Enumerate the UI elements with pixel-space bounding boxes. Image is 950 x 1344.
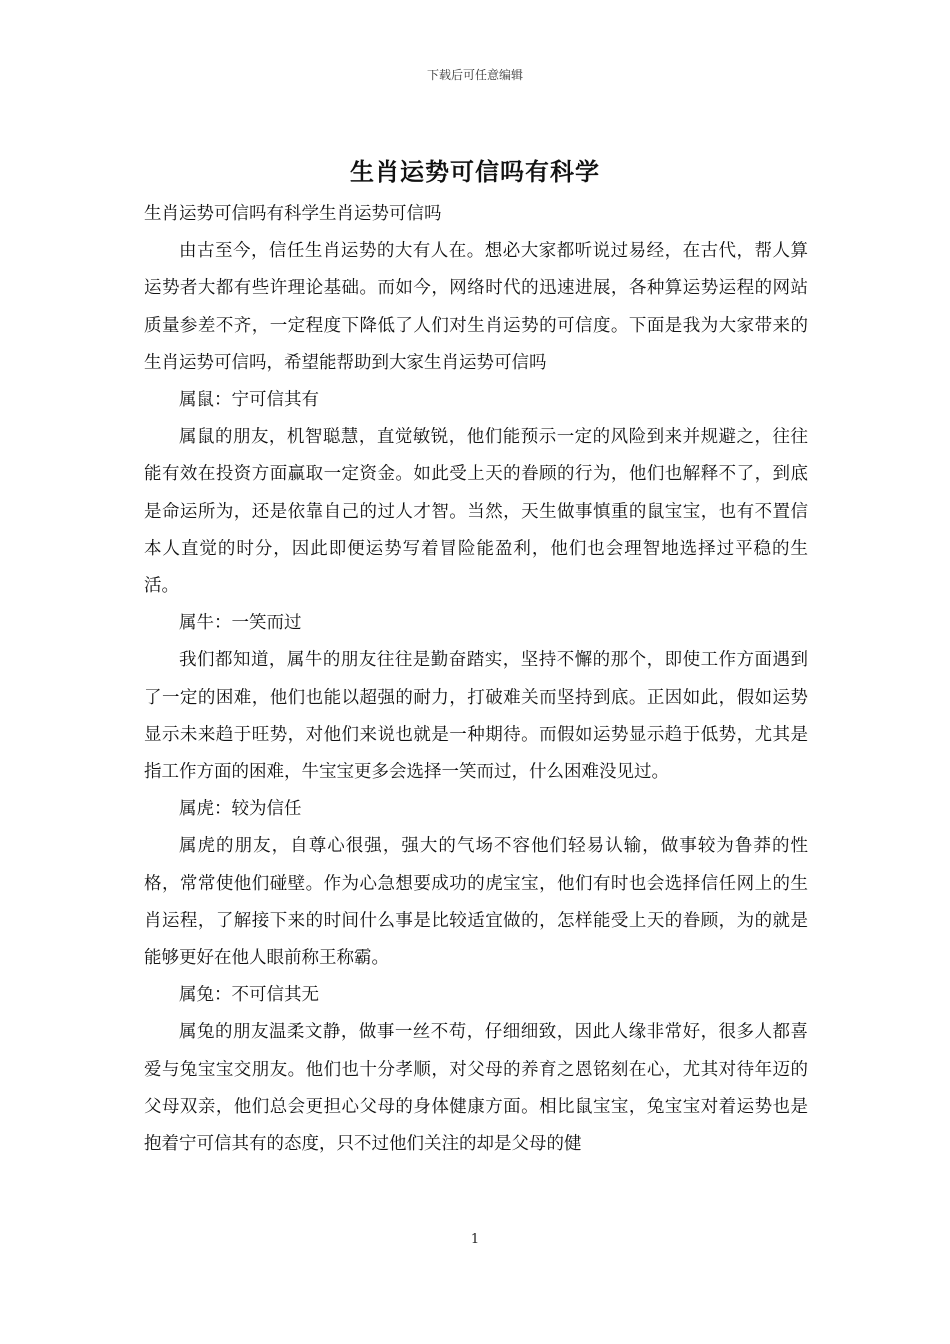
section-heading-ox: 属牛：一笑而过 [179,613,302,634]
section-heading-rabbit: 属兔：不可信其无 [179,985,319,1006]
page-number: 1 [470,1232,480,1247]
paragraph-ox: 我们都知道，属牛的朋友往往是勤奋踏实，坚持不懈的那个，即使工作方面遇到了一定的困难，他们也能以超强的耐力，打破难关而坚持到底。正因如此，假如运势显示未来趋于旺势，对他们来说也就是一种期待。而假如运势显示趋于低势，尤其是指工作方面的困难，牛宝宝更多会选择一笑而过，什么困难没见过。 [144,650,808,783]
document-title: 生肖运势可信吗有科学 [350,157,600,186]
paragraph-rat: 属鼠的朋友，机智聪慧，直觉敏锐，他们能预示一定的风险到来并规避之，往往能有效在投资方面赢取一定资金。如此受上天的眷顾的行为，他们也解释不了，到底是命运所为，还是依靠自己的过人才智。当然，天生做事慎重的鼠宝宝，也有不置信本人直觉的时分，因此即便运势写着冒险能盈利，他们也会理智地选择过平稳的生活。 [144,427,808,597]
paragraph-intro: 由古至今，信任生肖运势的大有人在。想必大家都听说过易经，在古代，帮人算运势者大都有些许理论基础。而如今，网络时代的迅速进展，各种算运势运程的网站质量参差不齐，一定程度下降低了人们对生肖运势的可信度。下面是我为大家带来的生肖运势可信吗，希望能帮助到大家生肖运势可信吗 [144,241,808,373]
section-heading-tiger: 属虎：较为信任 [179,799,302,820]
document-body [144,196,808,1163]
paragraph-tiger: 属虎的朋友，自尊心很强，强大的气场不容他们轻易认输，做事较为鲁莽的性格，常常使他们碰壁。作为心急想要成功的虎宝宝，他们有时也会选择信任网上的生肖运程，了解接下来的时间什么事是比较适宜做的，怎样能受上天的眷顾，为的就是能够更好在他人眼前称王称霸。 [144,836,808,969]
document-subtitle: 生肖运势可信吗有科学生肖运势可信吗 [144,204,442,224]
header-note: 下载后可任意编辑 [426,68,523,82]
paragraph-rabbit: 属兔的朋友温柔文静，做事一丝不苟，仔细细致，因此人缘非常好，很多人都喜爱与兔宝宝交朋友。他们也十分孝顺，对父母的养育之恩铭刻在心，尤其对待年迈的父母双亲，他们总会更担心父母的身体健康方面。相比鼠宝宝，兔宝宝对着运势也是抱着宁可信其有的态度，只不过他们关注的却是父母的健 [144,1022,808,1155]
section-heading-rat: 属鼠：宁可信其有 [179,390,319,411]
